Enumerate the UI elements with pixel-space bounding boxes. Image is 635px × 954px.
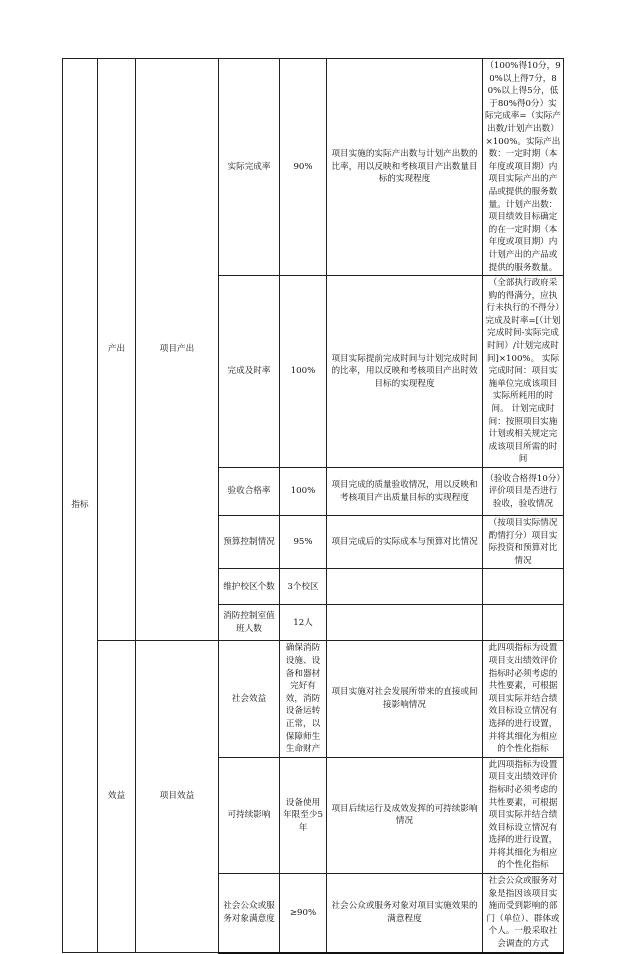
indicator-description: 项目实际提前完成时间与计划完成时间的比率，用以反映和考核项目产出时效目标的实现程度 [327, 276, 483, 468]
indicator-value: 确保消防设施、设备和器材完好有效，消防设备运转正常，以保障师生生命财产 [280, 641, 327, 757]
indicator-name: 验收合格率 [219, 468, 280, 516]
indicator-scoring-note: （按项目实际情况酌情打分）项目实际投资和预算对比情况 [483, 516, 564, 569]
indicator-scoring-note [483, 605, 564, 641]
indicator-value: 12人 [280, 605, 327, 641]
indicator-value: ≥90% [280, 874, 327, 953]
indicator-value: 设备使用年限至少5年 [280, 757, 327, 873]
indicator-scoring-note: 此四项指标为设置项目支出绩效评价指标时必须考虑的共性要素，可根据项目实际并结合绩效目标设立情况有选择的进行设置，并将其细化为相应的个性化指标 [483, 757, 564, 873]
indicator-name: 完成及时率 [219, 276, 280, 468]
indicator-scoring-note [483, 569, 564, 605]
indicator-scoring-note: 此四项指标为设置项目支出绩效评价指标时必须考虑的共性要素，可根据项目实际并结合绩效目标设立情况有选择的进行设置，并将其细化为相应的个性化指标 [483, 641, 564, 757]
indicator-scoring-note: （100%得10分，90%以上得7分，80%以上得5分，低于80%得0分）实际完成率=（实际产出数/计划产出数）×100%。实际产出数：一定时期（本年度或项目期）内项目实际产出的产品或提供的服务数量。计划产出数：项目绩效目标确定的在一定时期（本年度或项目期）内计划产出的产品或提供的服务数量。 [483, 59, 564, 276]
indicator-value: 100% [280, 468, 327, 516]
indicator-description: 项目后续运行及成效发挥的可持续影响情况 [327, 757, 483, 873]
indicator-name: 社会效益 [219, 641, 280, 757]
indicator-description [327, 569, 483, 605]
indicator-description: 项目完成的质量验收情况，用以反映和考核项目产出质量目标的实现程度 [327, 468, 483, 516]
indicator-name: 消防控制室值班人数 [219, 605, 280, 641]
indicator-scoring-note: （验收合格得10分）评价项目是否进行验收，验收情况 [483, 468, 564, 516]
indicator-name: 实际完成率 [219, 59, 280, 276]
indicator-scoring-note: 社会公众或服务对象是指因该项目实施而受到影响的部门（单位）、群体或个人。一般采取社会调查的方式 [483, 874, 564, 953]
indicator-description: 项目实施对社会发展所带来的直接或间接影响情况 [327, 641, 483, 757]
indicator-name: 社会公众或服务对象满意度 [219, 874, 280, 953]
indicator-description: 项目实施的实际产出数与计划产出数的比率，用以反映和考核项目产出数量目标的实现程度 [327, 59, 483, 276]
level3-label-benefit: 项目效益 [136, 641, 219, 953]
level1-label: 指标 [63, 59, 98, 953]
indicator-value: 90% [280, 59, 327, 276]
indicator-value: 3个校区 [280, 569, 327, 605]
indicator-name: 维护校区个数 [219, 569, 280, 605]
indicator-description: 社会公众或服务对象对项目实施效果的满意程度 [327, 874, 483, 953]
indicator-scoring-note: （全部执行政府采购的得满分，应执行未执行的不得分）完成及时率=[（计划完成时间-实际完成时间）/计划完成时间]×100%。 实际完成时间：项目实施单位完成该项目实际所耗用的时间。 计划完成时间：按照项目实施计划或相关规定完成该项目所需的时间 [483, 276, 564, 468]
indicator-description: 项目完成后的实际成本与预算对比情况 [327, 516, 483, 569]
indicator-value: 100% [280, 276, 327, 468]
indicator-description [327, 605, 483, 641]
indicator-name: 可持续影响 [219, 757, 280, 873]
indicator-name: 预算控制情况 [219, 516, 280, 569]
level2-label-output: 产出 [98, 59, 136, 641]
indicator-value: 95% [280, 516, 327, 569]
indicator-table [62, 58, 564, 954]
level2-label-benefit: 效益 [98, 641, 136, 953]
level3-label-output: 项目产出 [136, 59, 219, 641]
